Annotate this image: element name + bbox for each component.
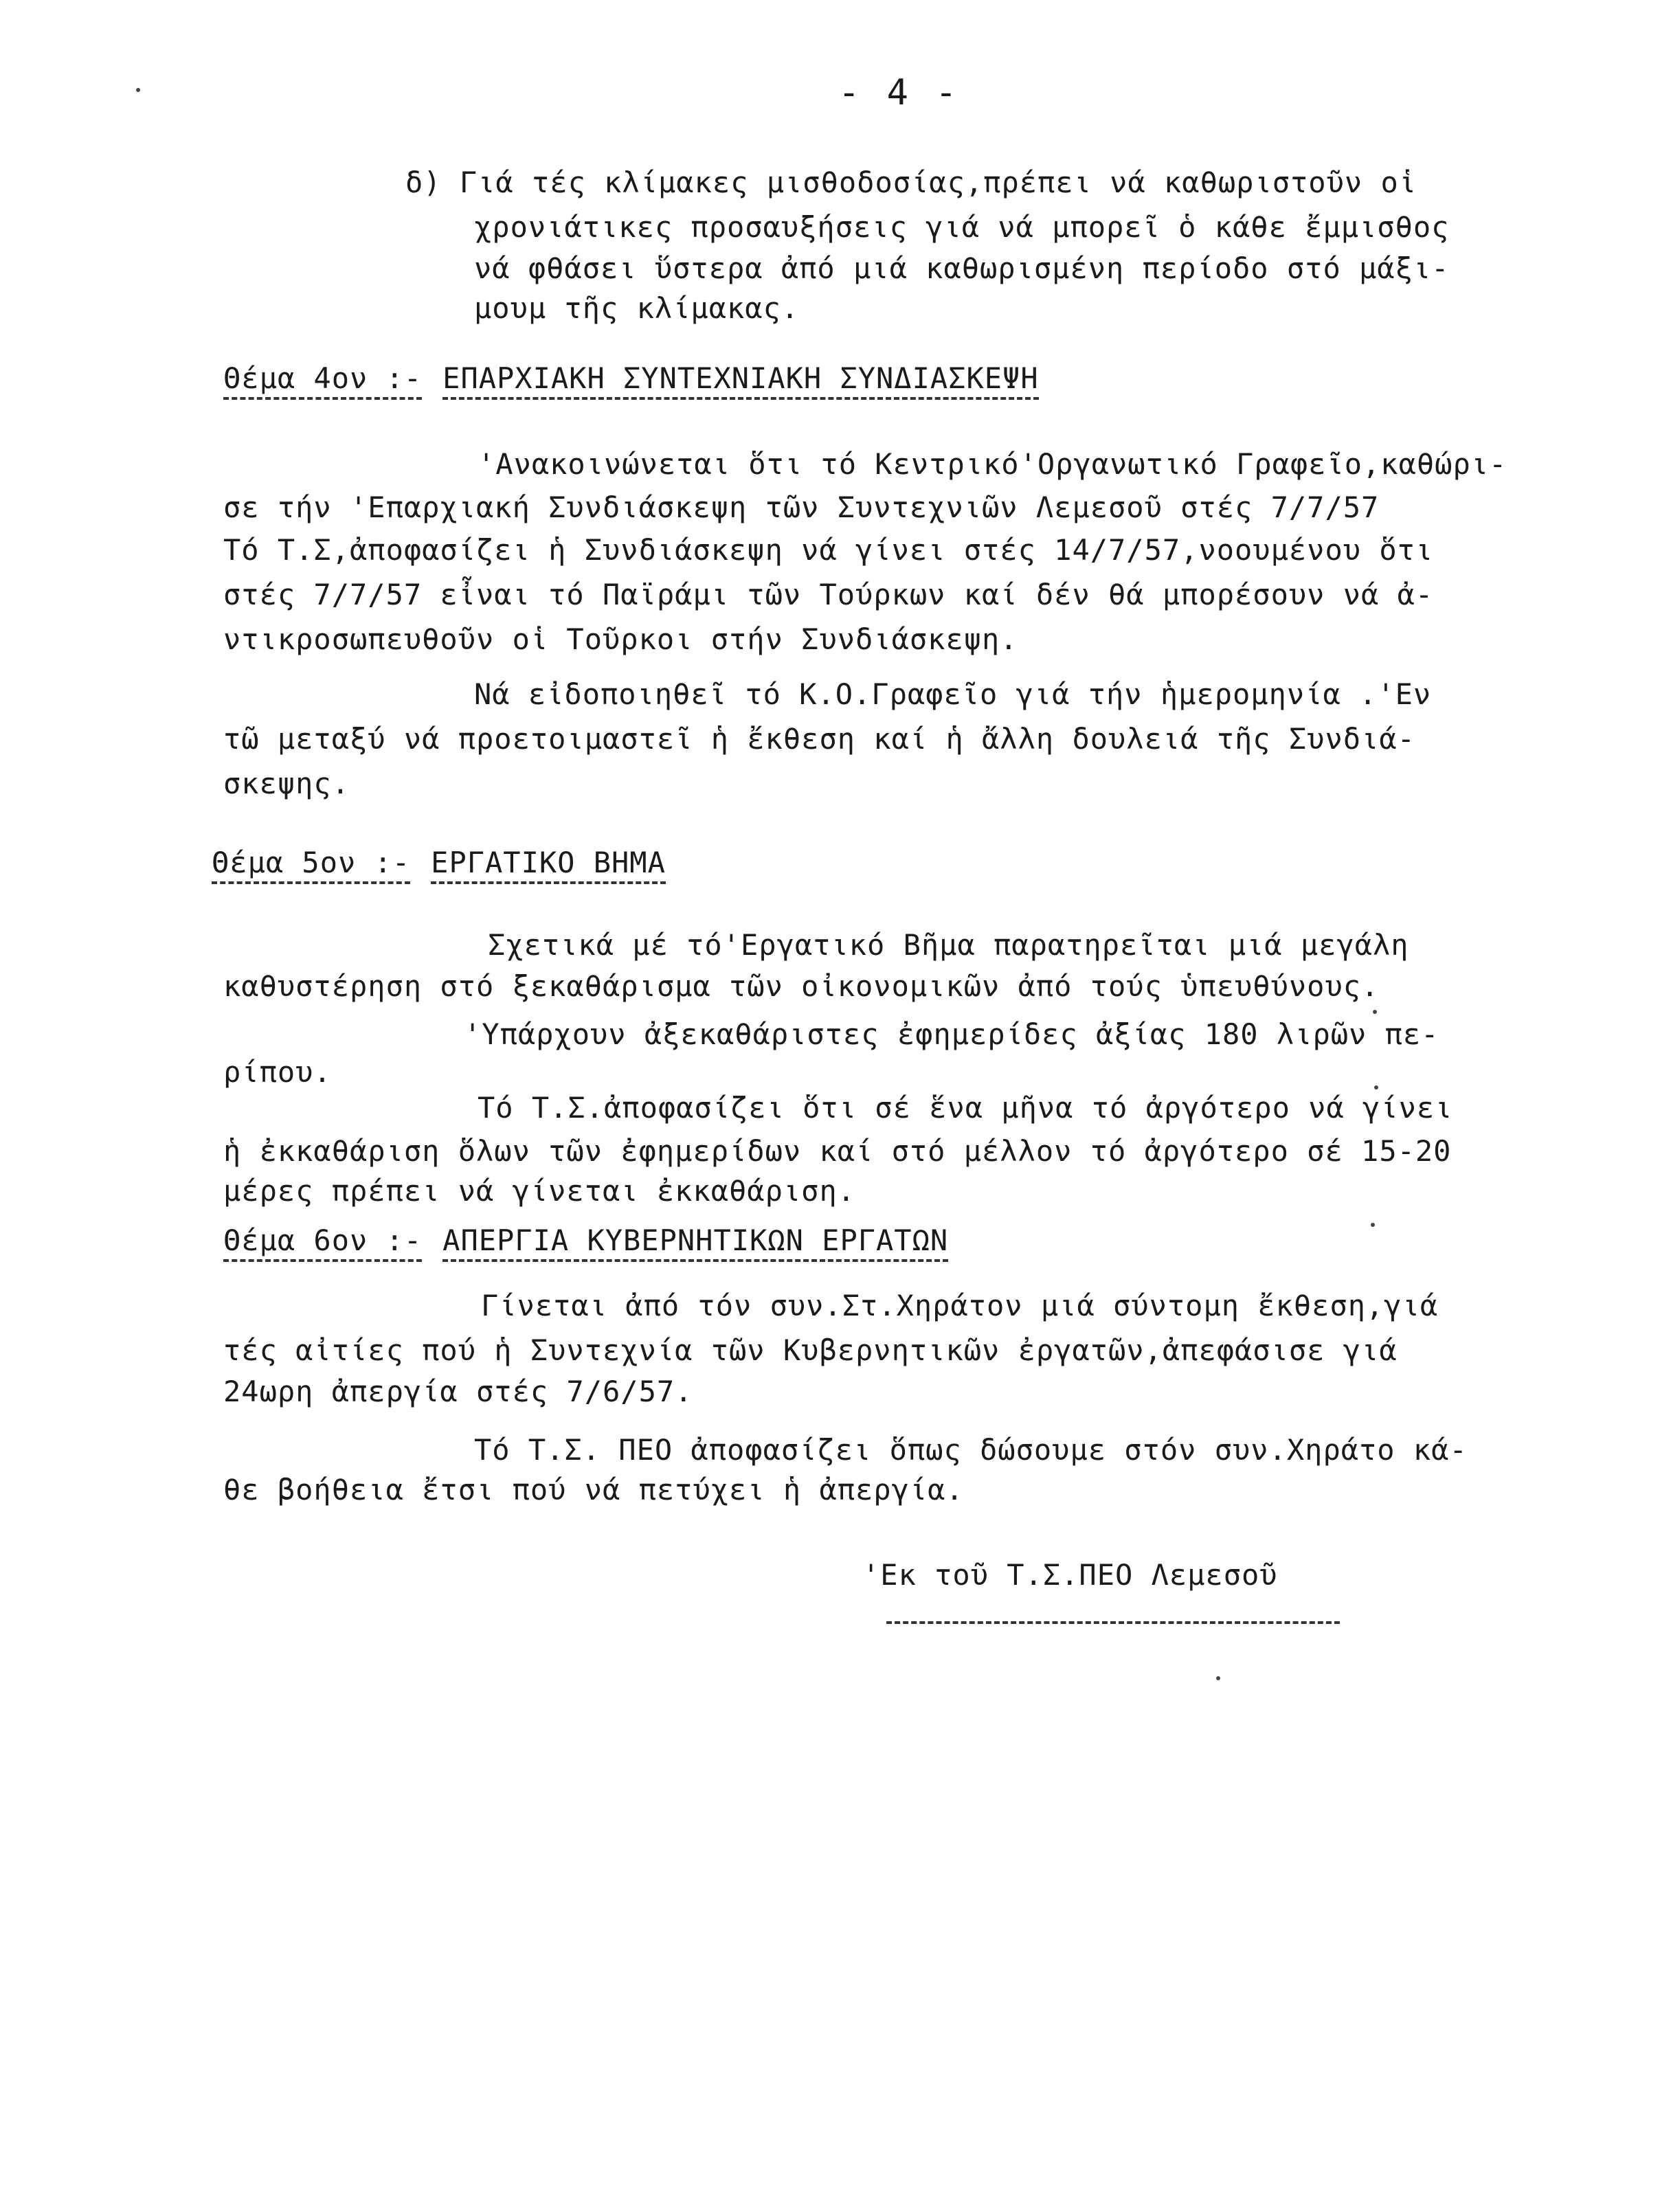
theme6-heading — [223, 1223, 949, 1262]
theme4-p2-line-2: τῶ μεταξύ νά προετοιμαστεῖ ἡ ἔκθεση καί ἡ ἄλλη δουλειά τῆς Συνδιά- — [223, 722, 1415, 756]
scan-speck — [1373, 1010, 1377, 1014]
theme5-p3-line-1: Τό Τ.Σ.ἀποφασίζει ὅτι σέ ἕνα μῆνα τό ἀργότερο νά γίνει — [478, 1091, 1453, 1125]
page-number: - 4 - — [838, 72, 960, 113]
theme5-label: Θέμα 5ον :- — [212, 848, 410, 884]
theme4-p1-line-3: Τό Τ.Σ,ἀποφασίζει ἡ Συνδιάσκεψη νά γίνει στές 14/7/57,νοουμένου ὅτι — [223, 533, 1434, 567]
theme4-heading — [223, 361, 1039, 400]
theme5-p2-line-2: ρίπου. — [223, 1055, 332, 1089]
theme4-p1-line-2: σε τήν 'Επαρχιακή Συνδιάσκεψη τῶν Συντεχνιῶν Λεμεσοῦ στές 7/7/57 — [223, 490, 1380, 524]
theme4-p1-line-1: 'Ανακοινώνεται ὅτι τό Κεντρικό'Οργανωτικό Γραφεῖο,καθώρι- — [478, 447, 1507, 481]
item-d-line-4: μουμ τῆς κλίμακας. — [474, 291, 800, 325]
theme6-p1-line-3: 24ωρη ἀπεργία στές 7/6/57. — [223, 1375, 693, 1408]
theme5-title: ΕΡΓΑΤΙΚΟ ΒΗΜΑ — [431, 848, 666, 884]
theme4-p2-line-3: σκεψης. — [223, 767, 350, 800]
theme4-title: ΕΠΑΡΧΙΑΚΗ ΣΥΝΤΕΧΝΙΑΚΗ ΣΥΝΔΙΑΣΚΕΨΗ — [442, 364, 1038, 400]
theme5-p2-line-1: 'Υπάρχουν ἀξεκαθάριστες ἐφημερίδες ἀξίας 180 λιρῶν πε- — [464, 1017, 1439, 1051]
theme6-label: Θέμα 6ον :- — [223, 1226, 422, 1262]
theme4-p2-line-1: Νά εἰδοποιηθεῖ τό Κ.Ο.Γραφεῖο γιά τήν ἡμερομηνία .'Εν — [474, 677, 1432, 711]
theme5-p1-line-1: Σχετικά μέ τό'Εργατικό Βῆμα παρατηρεῖται μιά μεγάλη — [488, 928, 1409, 962]
signature-underline — [886, 1621, 1340, 1624]
theme6-p2-line-1: Τό Τ.Σ. ΠΕΟ ἀποφασίζει ὅπως δώσουμε στόν συν.Χηράτο κά- — [474, 1433, 1468, 1467]
item-d-line-2: χρονιάτικες προσαυξήσεις γιά νά μπορεῖ ὁ κάθε ἔμμισθος — [474, 210, 1450, 244]
theme5-p1-line-2: καθυστέρηση στό ξεκαθάρισμα τῶν οἰκονομικῶν ἀπό τούς ὑπευθύνους. — [223, 969, 1380, 1003]
scan-speck — [1374, 1085, 1378, 1090]
theme4-label: Θέμα 4ον :- — [223, 364, 422, 400]
theme6-p1-line-2: τές αἰτίες πού ἡ Συντεχνία τῶν Κυβερνητικῶν ἐργατῶν,ἀπεφάσισε γιά — [223, 1333, 1398, 1367]
scan-speck — [1216, 1676, 1220, 1680]
item-d-line-3: νά φθάσει ὕστερα ἀπό μιά καθωρισμένη περίοδο στό μάξι- — [474, 251, 1450, 285]
scan-speck — [1371, 1223, 1375, 1227]
theme4-p1-line-4: στές 7/7/57 εἶναι τό Παϊράμι τῶν Τούρκων καί δέν θά μπορέσουν νά ἀ- — [223, 578, 1434, 611]
theme6-p2-line-2: θε βοήθεια ἔτσι πού νά πετύχει ἡ ἀπεργία. — [223, 1473, 964, 1506]
theme5-p3-line-3: μέρες πρέπει νά γίνεται ἐκκαθάριση. — [223, 1174, 856, 1208]
signature-line: 'Εκ τοῦ Τ.Σ.ΠΕΟ Λεμεσοῦ — [862, 1558, 1278, 1592]
item-d-line-1: δ) Γιά τές κλίμακες μισθοδοσίας,πρέπει νά καθωριστοῦν οἱ — [405, 166, 1417, 199]
theme6-p1-line-1: Γίνεται ἀπό τόν συν.Στ.Χηράτον μιά σύντομη ἔκθεση,γιά — [481, 1289, 1439, 1322]
scan-speck — [136, 88, 140, 92]
theme4-p1-line-5: ντικροσωπευθοῦν οἱ Τοῦρκοι στήν Συνδιάσκεψη. — [223, 622, 1018, 656]
theme6-title: ΑΠΕΡΓΙΑ ΚΥΒΕΡΝΗΤΙΚΩΝ ΕΡΓΑΤΩΝ — [442, 1226, 948, 1262]
theme5-heading — [212, 848, 666, 884]
theme5-p3-line-2: ἡ ἐκκαθάριση ὅλων τῶν ἐφημερίδων καί στό μέλλον τό ἀργότερο σέ 15-20 — [223, 1134, 1452, 1168]
